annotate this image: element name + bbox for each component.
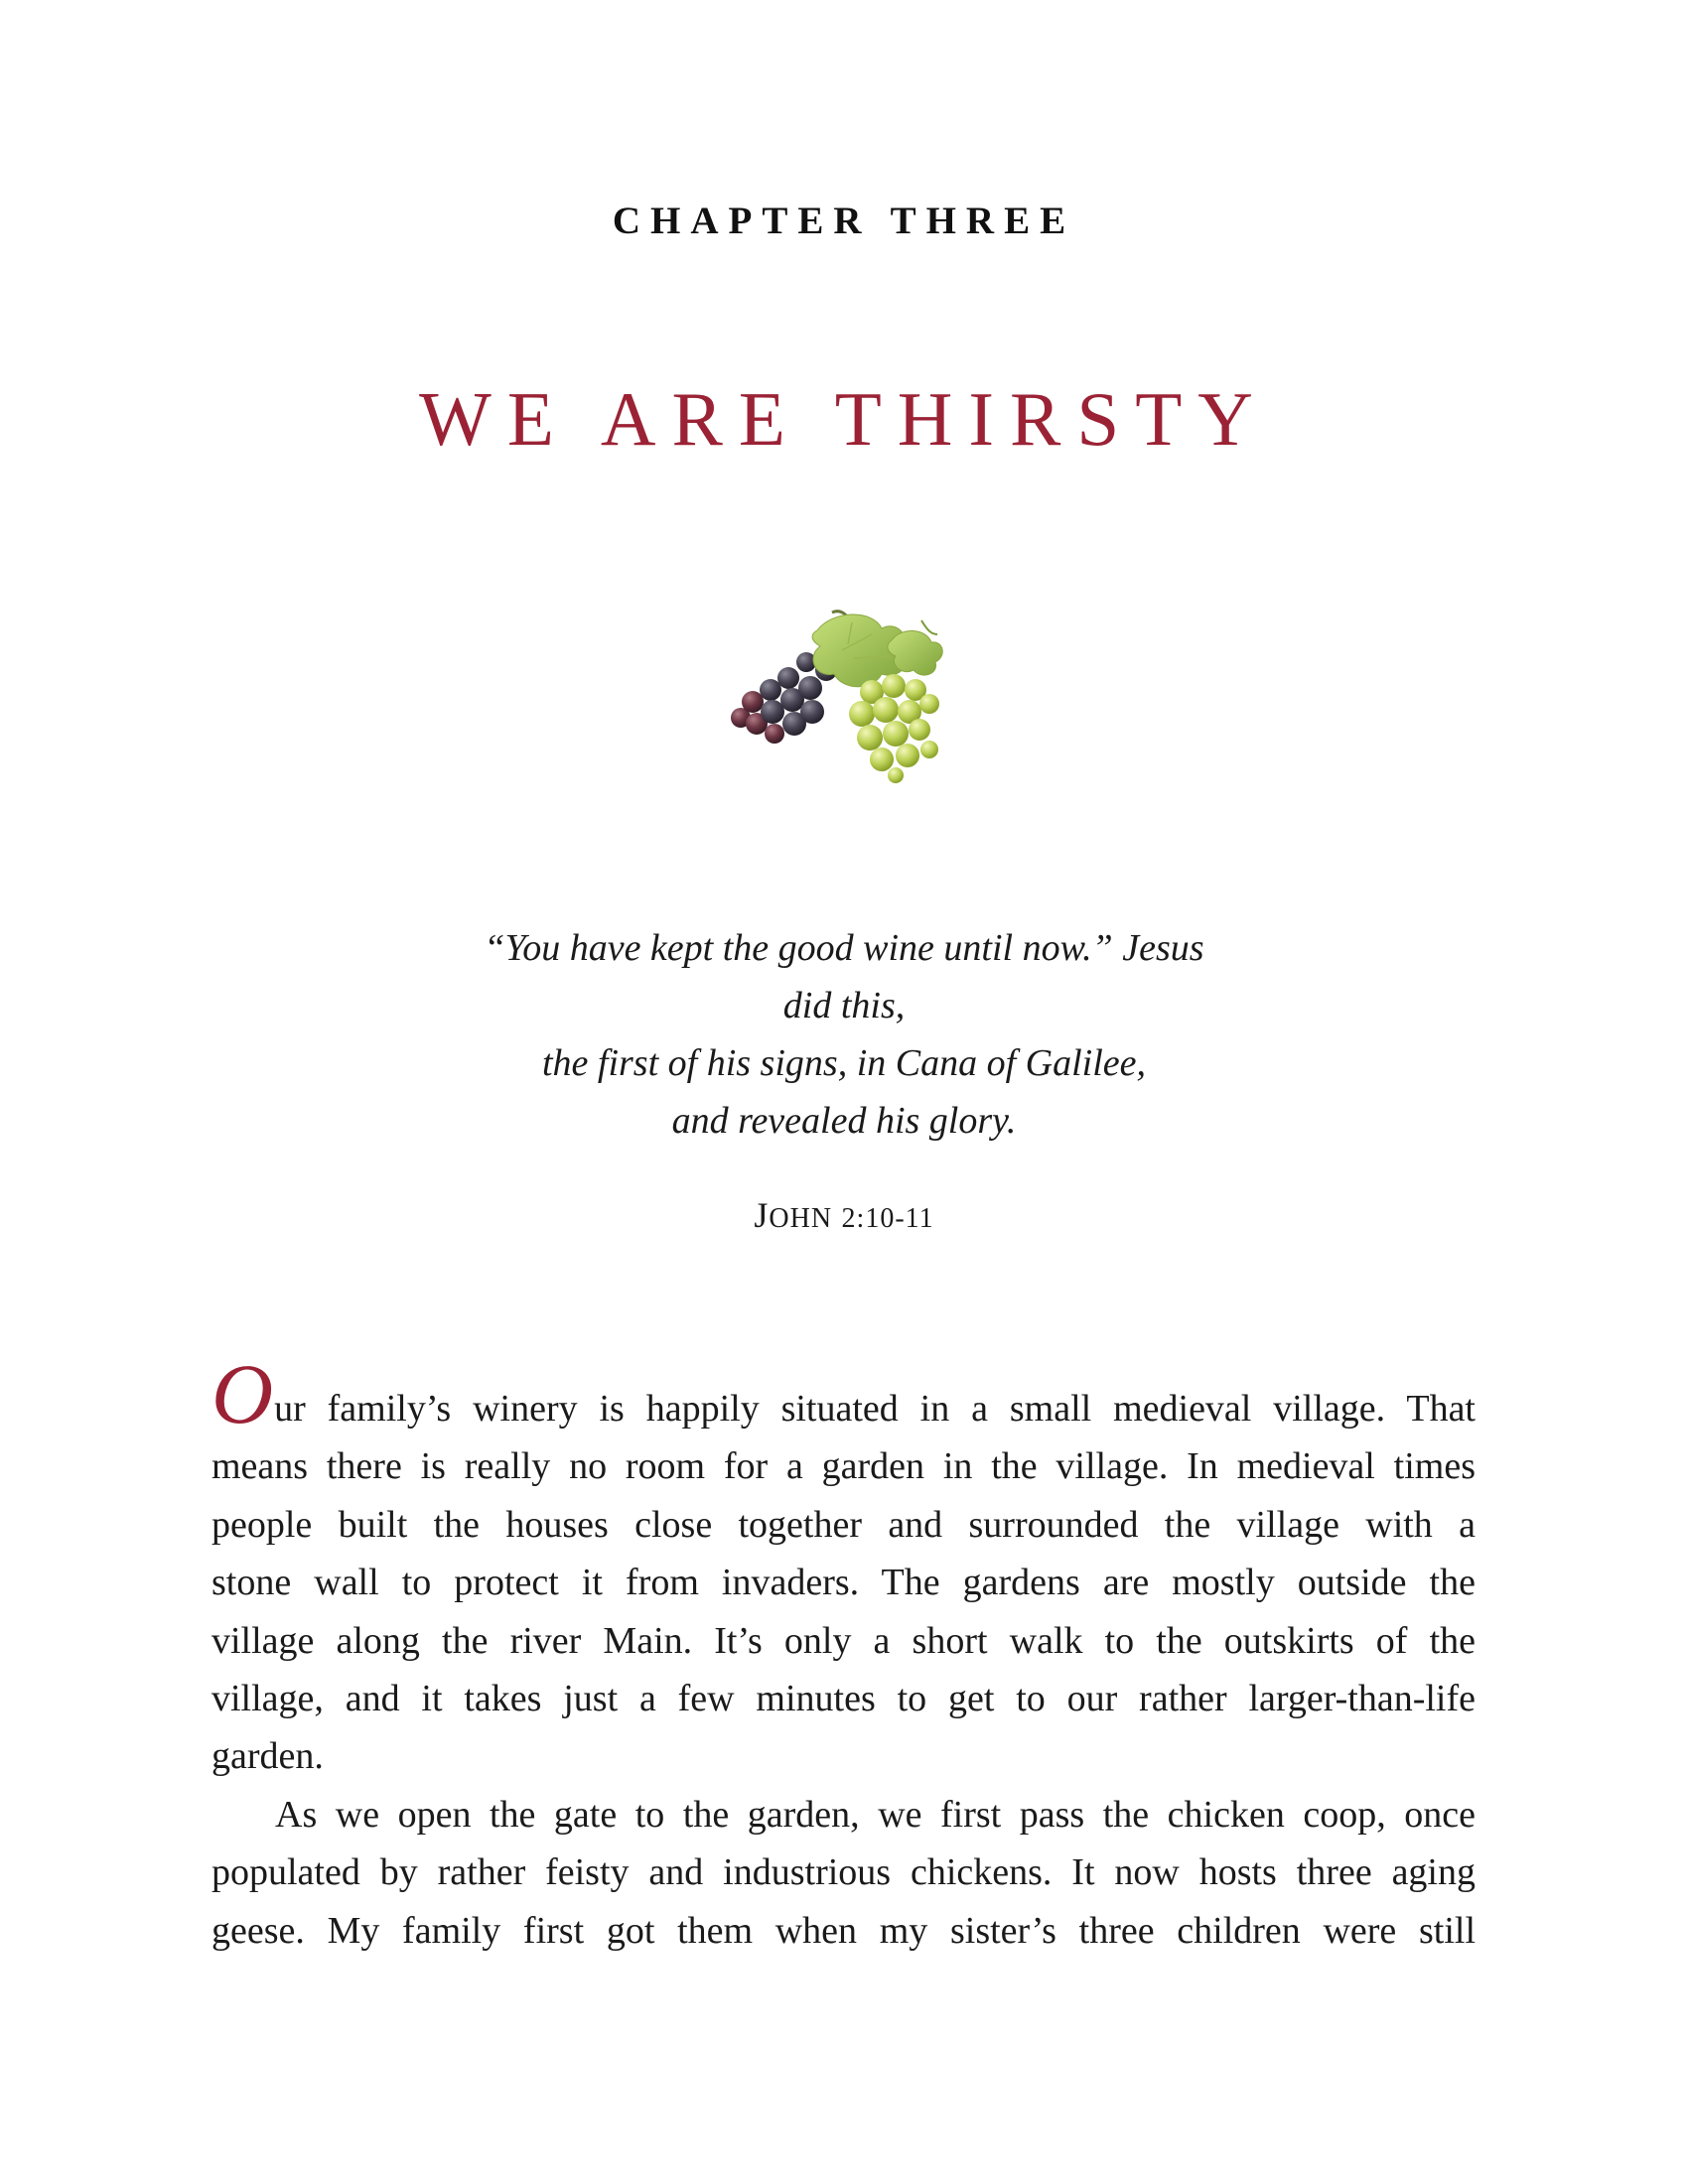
citation-book: OHN	[769, 1203, 833, 1234]
body-line: garden.	[211, 1735, 324, 1778]
body-line	[211, 1346, 1476, 1441]
epigraph-line: and revealed his glory.	[671, 1100, 1017, 1142]
body-line: populated by rather feisty and industrious chickens. It now hosts three aging	[211, 1851, 1476, 1894]
epigraph-line: “You have kept the good wine until now.” Jesus	[484, 927, 1204, 969]
body-line: village, and it takes just a few minutes to get to our rather larger-than-life	[211, 1678, 1476, 1720]
body-line: geese. My family first got them when my sister’s three children were still	[211, 1909, 1476, 1952]
body-line-text: ur family’s winery is happily situated in a small medieval village. That	[274, 1388, 1476, 1430]
body-line: people built the houses close together and surrounded the village with a	[211, 1503, 1476, 1546]
citation-initial: J	[754, 1195, 770, 1235]
chapter-label: CHAPTER THREE	[612, 200, 1076, 242]
grapes-icon	[723, 601, 971, 784]
body-line: stone wall to protect it from invaders. The gardens are mostly outside the	[211, 1562, 1476, 1604]
body-line: village along the river Main. It’s only a short walk to the outskirts of the	[211, 1619, 1476, 1662]
drop-cap: O	[211, 1346, 274, 1441]
chapter-title: WE ARE THIRSTY	[419, 376, 1269, 462]
scripture-citation	[0, 1194, 1688, 1236]
epigraph-line: the first of his signs, in Cana of Galilee,	[541, 1042, 1147, 1084]
citation-reference: 2:10-11	[841, 1203, 934, 1234]
body-text	[211, 1346, 1476, 1960]
body-line: means there is really no room for a garden in the village. In medieval times	[211, 1445, 1476, 1488]
epigraph-line: did this,	[782, 985, 906, 1026]
body-line: As we open the gate to the garden, we first pass the chicken coop, once	[275, 1793, 1476, 1836]
epigraph-quote	[397, 919, 1291, 1150]
